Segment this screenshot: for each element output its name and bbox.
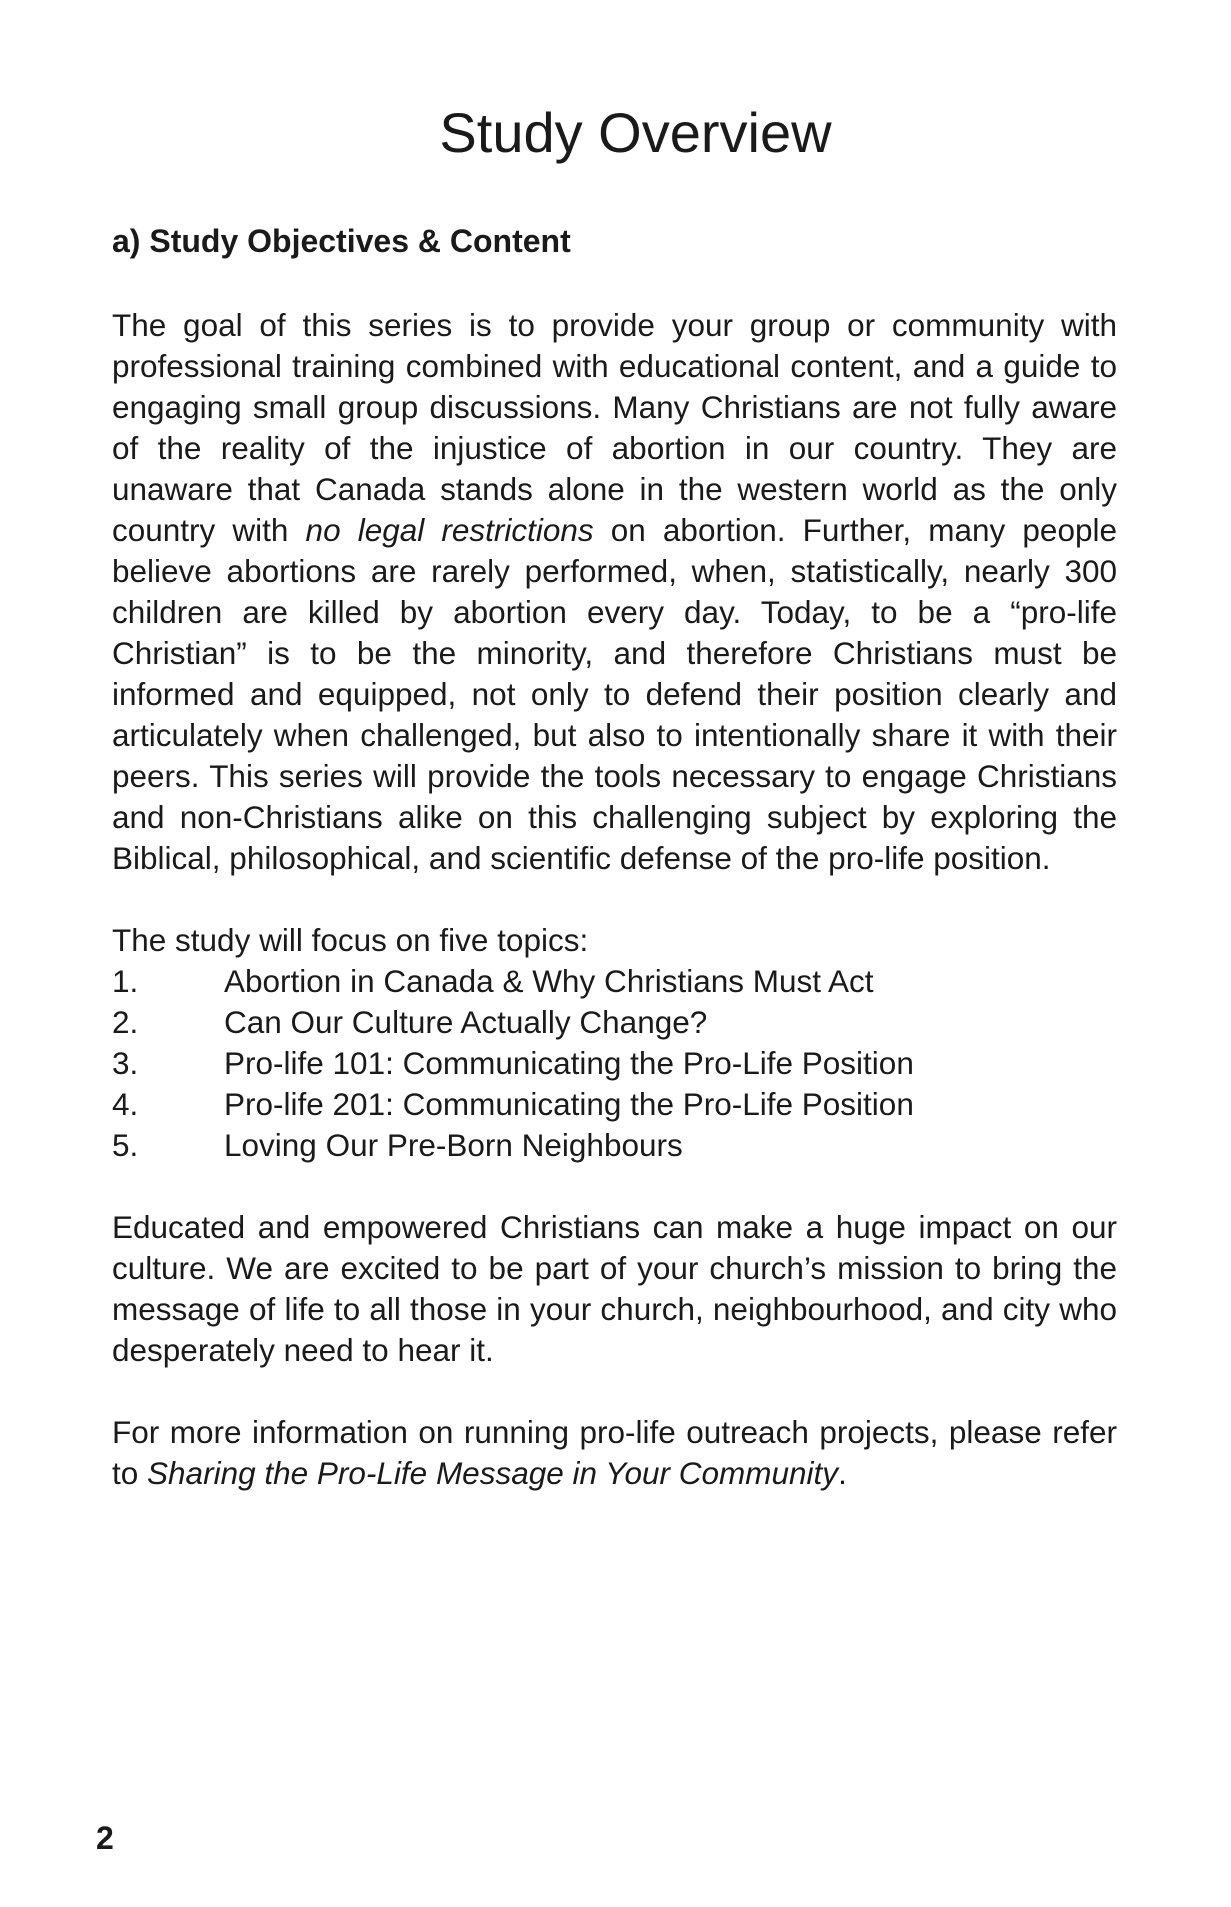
page-number: 2: [96, 1820, 114, 1856]
referenced-title: Sharing the Pro-Life Message in Your Community: [147, 1455, 839, 1491]
list-item-number: 1.: [112, 963, 139, 999]
objectives-paragraph: [112, 305, 1117, 879]
list-item: [112, 1043, 1117, 1084]
list-item-label: Loving Our Pre-Born Neighbours: [224, 1127, 683, 1163]
paragraph-text: For more information on running pro-life outreach projects, please refer to: [112, 1414, 1117, 1491]
list-item-number: 5.: [112, 1127, 139, 1163]
topics-intro: The study will focus on five topics:: [112, 922, 589, 958]
list-item: [112, 961, 1117, 1002]
list-item: [112, 1002, 1117, 1043]
list-item-number: 3.: [112, 1045, 139, 1081]
list-item-label: Pro-life 101: Communicating the Pro-Life Position: [224, 1045, 914, 1081]
more-info-paragraph: [112, 1412, 1117, 1494]
page-content: [112, 218, 1117, 1535]
paragraph-text: on abortion. Further, many people believe abortions are rarely performed, when, statistically, nearly 300 children are killed by abortion every day. Today, to be a “pro-life Christian” is to be the minority, and therefore Christians must be informed and equipped, not only to defend their position clearly and articulately when challenged, but also to intentionally share it with their peers. This series will provide the tools necessary to engage Christians and non-Christians alike on this challenging subject by exploring the Biblical, philosophical, and scientific defense of the pro-life position.: [112, 512, 1117, 876]
topics-list: [112, 961, 1117, 1166]
paragraph-text: .: [838, 1455, 847, 1491]
emphasis-text: no legal restrictions: [305, 512, 594, 548]
section-heading: a) Study Objectives & Content: [112, 223, 571, 259]
page-title: Study Overview: [439, 101, 832, 164]
list-item: [112, 1125, 1117, 1166]
list-item-number: 4.: [112, 1086, 139, 1122]
list-item-label: Abortion in Canada & Why Christians Must Act: [224, 963, 874, 999]
list-item: [112, 1084, 1117, 1125]
list-item-label: Can Our Culture Actually Change?: [224, 1004, 708, 1040]
list-item-label: Pro-life 201: Communicating the Pro-Life Position: [224, 1086, 914, 1122]
impact-paragraph: Educated and empowered Christians can make a huge impact on our culture. We are excited to be part of your church’s mission to bring the message of life to all those in your church, neighbourhood, and city who desperately need to hear it.: [112, 1209, 1117, 1368]
list-item-number: 2.: [112, 1004, 139, 1040]
paragraph-text: The goal of this series is to provide your group or community with professional training combined with educational content, and a guide to engaging small group discussions. Many Christians are not fully aware of the reality of the injustice of abortion in our country. They are unaware that Canada stands alone in the western world as the only country with: [112, 307, 1117, 548]
